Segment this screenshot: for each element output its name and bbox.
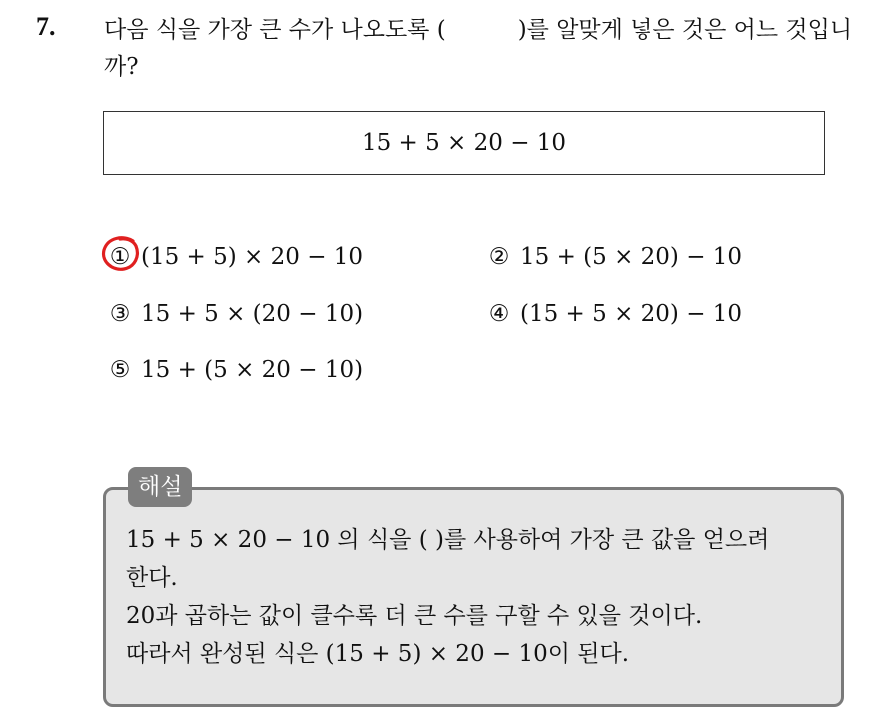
choice-1[interactable] <box>105 240 363 274</box>
question-text <box>104 12 874 86</box>
choice-2-text: 15 + (5 × 20) − 10 <box>520 244 743 270</box>
solution-line-1: 15 + 5 × 20 − 10 의 식을 ( )를 사용하여 가장 큰 값을 얻으려 <box>126 527 770 553</box>
choice-2[interactable] <box>484 240 742 274</box>
choice-5[interactable] <box>105 353 363 387</box>
expression-text: 15 + 5 × 20 − 10 <box>361 130 567 156</box>
question-text-after: )를 알맞게 넣은 것은 어느 것입니까? <box>104 17 853 80</box>
choice-5-mark: ⑤ <box>109 357 131 383</box>
choice-3-text: 15 + 5 × (20 − 10) <box>141 301 364 327</box>
selected-answer-circle-icon <box>100 234 142 274</box>
solution-line-4: 따라서 완성된 식은 (15 + 5) × 20 − 10이 된다. <box>126 641 630 667</box>
solution-text <box>126 521 836 673</box>
choice-5-text: 15 + (5 × 20 − 10) <box>141 357 364 383</box>
choice-4-mark: ④ <box>488 301 510 327</box>
choice-2-mark: ② <box>488 244 510 270</box>
choice-1-text: (15 + 5) × 20 − 10 <box>141 244 364 270</box>
question-number: 7. <box>36 12 56 41</box>
expression-box <box>103 111 825 175</box>
choice-3[interactable] <box>105 297 363 331</box>
choice-4-text: (15 + 5 × 20) − 10 <box>520 301 743 327</box>
solution-line-3: 20과 곱하는 값이 클수록 더 큰 수를 구할 수 있을 것이다. <box>126 603 703 629</box>
question-text-before: 다음 식을 가장 큰 수가 나오도록 ( <box>104 17 446 43</box>
solution-line-2: 한다. <box>126 565 178 591</box>
choice-3-mark: ③ <box>109 301 131 327</box>
choice-1-mark: ① <box>109 244 131 270</box>
choice-4[interactable] <box>484 297 742 331</box>
solution-label: 해설 <box>128 467 192 507</box>
